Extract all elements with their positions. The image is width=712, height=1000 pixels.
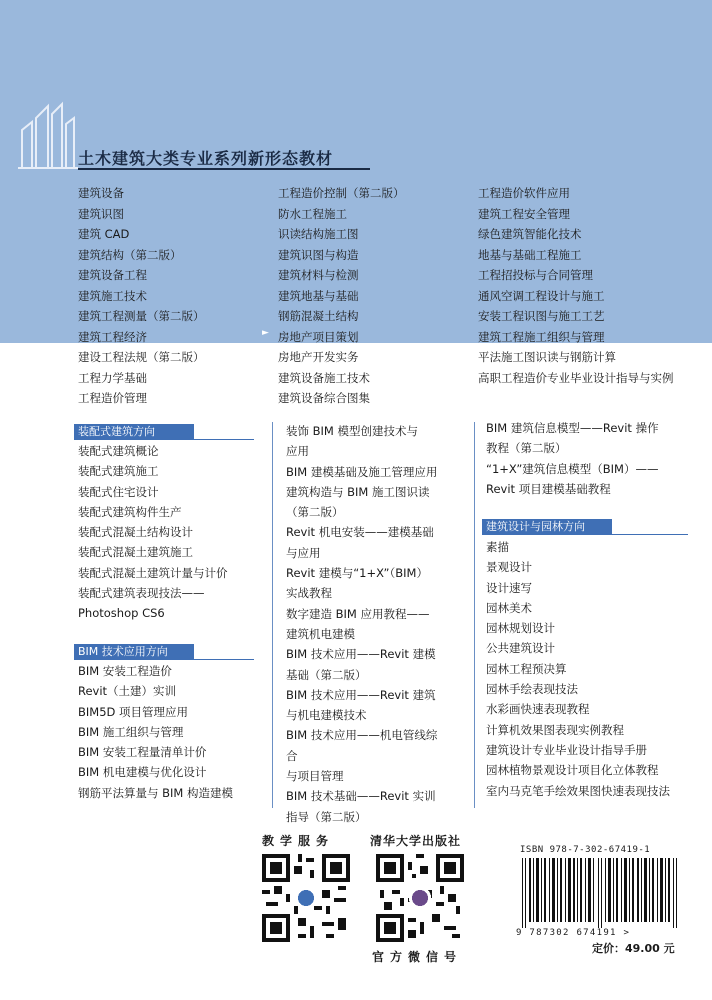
book-list-column-2 (278, 183, 405, 409)
book-title: 建筑设备综合图集 (278, 391, 370, 405)
isbn-barcode-icon (520, 858, 684, 928)
qr-official-wechat-label: 官方微信号 (372, 950, 463, 964)
book-title: 园林手绘表现技法 (486, 682, 578, 697)
section-heading-bim: BIM 技术应用方向 (74, 644, 194, 660)
book-title: 绿色建筑智能化技术 (478, 227, 582, 241)
book-title: 室内马克笔手绘效果图快速表现技法 (486, 783, 670, 798)
book-title: 建筑设计专业毕业设计指导手册 (486, 742, 647, 757)
book-title: 实战教程 (286, 586, 332, 601)
book-title: 装配式建筑表现技法—— (78, 586, 205, 601)
book-title: 建筑识图 (78, 206, 124, 221)
bim-book-list-right (486, 418, 696, 499)
book-title: Revit 项目建模基础教程 (486, 481, 611, 496)
teaching-service-qr-code-icon[interactable] (258, 850, 354, 946)
book-list-column-3 (478, 183, 674, 388)
book-title: 平法施工图识读与钢筋计算 (478, 350, 616, 364)
book-title: 基础（第二版） (286, 667, 367, 682)
book-title: 建筑材料与检测 (278, 268, 359, 282)
section-rule (612, 534, 688, 535)
book-title: BIM 安装工程量清单计价 (78, 745, 207, 760)
book-title: BIM 机电建模与优化设计 (78, 765, 207, 780)
book-title: 与项目管理 (286, 769, 344, 784)
book-title: BIM 技术应用——机电管线综合 (286, 728, 438, 763)
book-title: 素描 (486, 540, 509, 554)
book-title: 建筑工程经济 (78, 329, 147, 344)
section-heading-prefab: 装配式建筑方向 (74, 424, 194, 440)
book-title: 建筑构造与 BIM 施工图识读 (286, 484, 430, 499)
title-underline (78, 168, 370, 170)
book-title: 建设工程法规（第二版） (78, 350, 205, 364)
book-title: 应用 (286, 444, 309, 459)
book-title: 教程（第二版） (486, 441, 567, 456)
book-title: Revit 机电安装——建模基础 (286, 525, 434, 540)
book-title: BIM 技术应用——Revit 建筑 (286, 687, 436, 702)
section-heading-landscape: 建筑设计与园林方向 (482, 519, 612, 535)
book-title: 装配式混凝土结构设计 (78, 525, 193, 540)
book-title: 建筑 CAD (78, 227, 130, 241)
book-title: 数字建造 BIM 应用教程—— (286, 606, 430, 621)
book-title: 设计速写 (486, 580, 532, 595)
book-title: 建筑设备施工技术 (278, 370, 370, 385)
book-title: Photoshop CS6 (78, 606, 165, 621)
price-label: 定价：49.00 元 (592, 942, 675, 955)
book-title: 水彩画快速表现教程 (486, 702, 590, 717)
book-title: 建筑工程施工组织与管理 (478, 329, 605, 344)
book-title: 建筑设备 (78, 186, 124, 200)
book-title: 地基与基础工程施工 (478, 247, 582, 262)
book-title: BIM 技术应用——Revit 建模 (286, 647, 436, 662)
book-title: 装配式建筑构件生产 (78, 504, 182, 519)
column-divider (272, 422, 273, 808)
book-title: BIM 施工组织与管理 (78, 724, 184, 739)
book-title: 公共建筑设计 (486, 641, 555, 656)
current-book-arrow-icon: ► (262, 328, 269, 338)
book-title: Revit 建模与“1+X”（BIM） (286, 566, 428, 581)
landscape-book-list (486, 537, 670, 801)
book-title: 建筑地基与基础 (278, 288, 359, 303)
book-title: 建筑工程安全管理 (478, 206, 570, 221)
section-rule (194, 439, 254, 440)
book-title: 建筑设备工程 (78, 268, 147, 282)
book-title-current: 房地产项目策划 (278, 329, 359, 344)
book-title: 与机电建模技术 (286, 708, 367, 723)
book-title: 建筑机电建模 (286, 626, 355, 641)
book-title: 钢筋混凝土结构 (278, 309, 359, 323)
section-rule (194, 659, 254, 660)
book-title: （第二版） (286, 505, 344, 520)
barcode-digits: 9 787302 674191 > (516, 928, 631, 938)
book-title: BIM5D 项目管理应用 (78, 704, 189, 719)
book-title: “1+X”建筑信息模型（BIM）—— (486, 461, 659, 476)
book-title: BIM 技术基础——Revit 实训 (286, 789, 436, 804)
book-title: BIM 建筑信息模型——Revit 操作 (486, 421, 659, 435)
book-title: 钢筋平法算量与 BIM 构造建模 (78, 785, 234, 800)
book-title: 识读结构施工图 (278, 227, 359, 241)
book-title: 装配式建筑概论 (78, 444, 159, 458)
book-title: 园林美术 (486, 600, 532, 615)
book-title: 指导（第二版） (286, 809, 367, 824)
book-title: 园林工程预决算 (486, 661, 567, 676)
isbn-number: ISBN 978-7-302-67419-1 (520, 845, 651, 855)
book-title: 工程造价管理 (78, 391, 147, 405)
publisher-wechat-qr-code-icon[interactable] (372, 850, 468, 946)
bim-book-list (78, 661, 233, 803)
book-title: 园林植物景观设计项目化立体教程 (486, 763, 659, 778)
book-title: 建筑结构（第二版） (78, 247, 182, 262)
book-title: 工程招投标与合同管理 (478, 268, 593, 282)
book-title: 工程造价控制（第二版） (278, 186, 405, 200)
book-title: 装饰 BIM 模型创建技术与 (286, 424, 419, 438)
column-divider (474, 422, 475, 808)
book-list-column-1 (78, 183, 205, 409)
book-title: 装配式混凝土建筑计量与计价 (78, 565, 228, 580)
qr-teaching-service-label: 教学服务 (262, 834, 335, 848)
series-title: 土木建筑大类专业系列新形态教材 (78, 149, 334, 168)
book-title: 安装工程识图与施工工艺 (478, 309, 605, 323)
book-title: 防水工程施工 (278, 206, 347, 221)
book-title: 建筑工程测量（第二版） (78, 309, 205, 323)
book-title: 高职工程造价专业毕业设计指导与实例 (478, 370, 674, 385)
book-title: 通风空调工程设计与施工 (478, 288, 605, 303)
book-title: 工程力学基础 (78, 370, 147, 385)
book-title: 景观设计 (486, 560, 532, 575)
book-title: 计算机效果图表现实例教程 (486, 722, 624, 737)
book-title: 建筑施工技术 (78, 288, 147, 303)
book-title: BIM 建模基础及施工管理应用 (286, 464, 438, 479)
book-title: 工程造价软件应用 (478, 186, 570, 200)
book-title: BIM 安装工程造价 (78, 664, 172, 678)
building-logo-icon (18, 100, 78, 174)
book-title: 装配式住宅设计 (78, 484, 159, 499)
prefab-book-list (78, 441, 228, 624)
book-title: 园林规划设计 (486, 621, 555, 636)
book-title: 建筑识图与构造 (278, 247, 359, 262)
bim-book-list-continued (286, 421, 448, 827)
book-title: 房地产开发实务 (278, 350, 359, 364)
book-title: 与应用 (286, 545, 321, 560)
book-title: 装配式建筑施工 (78, 464, 159, 479)
book-title: 装配式混凝土建筑施工 (78, 545, 193, 560)
book-title: Revit（土建）实训 (78, 684, 177, 699)
qr-publisher-label: 清华大学出版社 (370, 834, 462, 848)
